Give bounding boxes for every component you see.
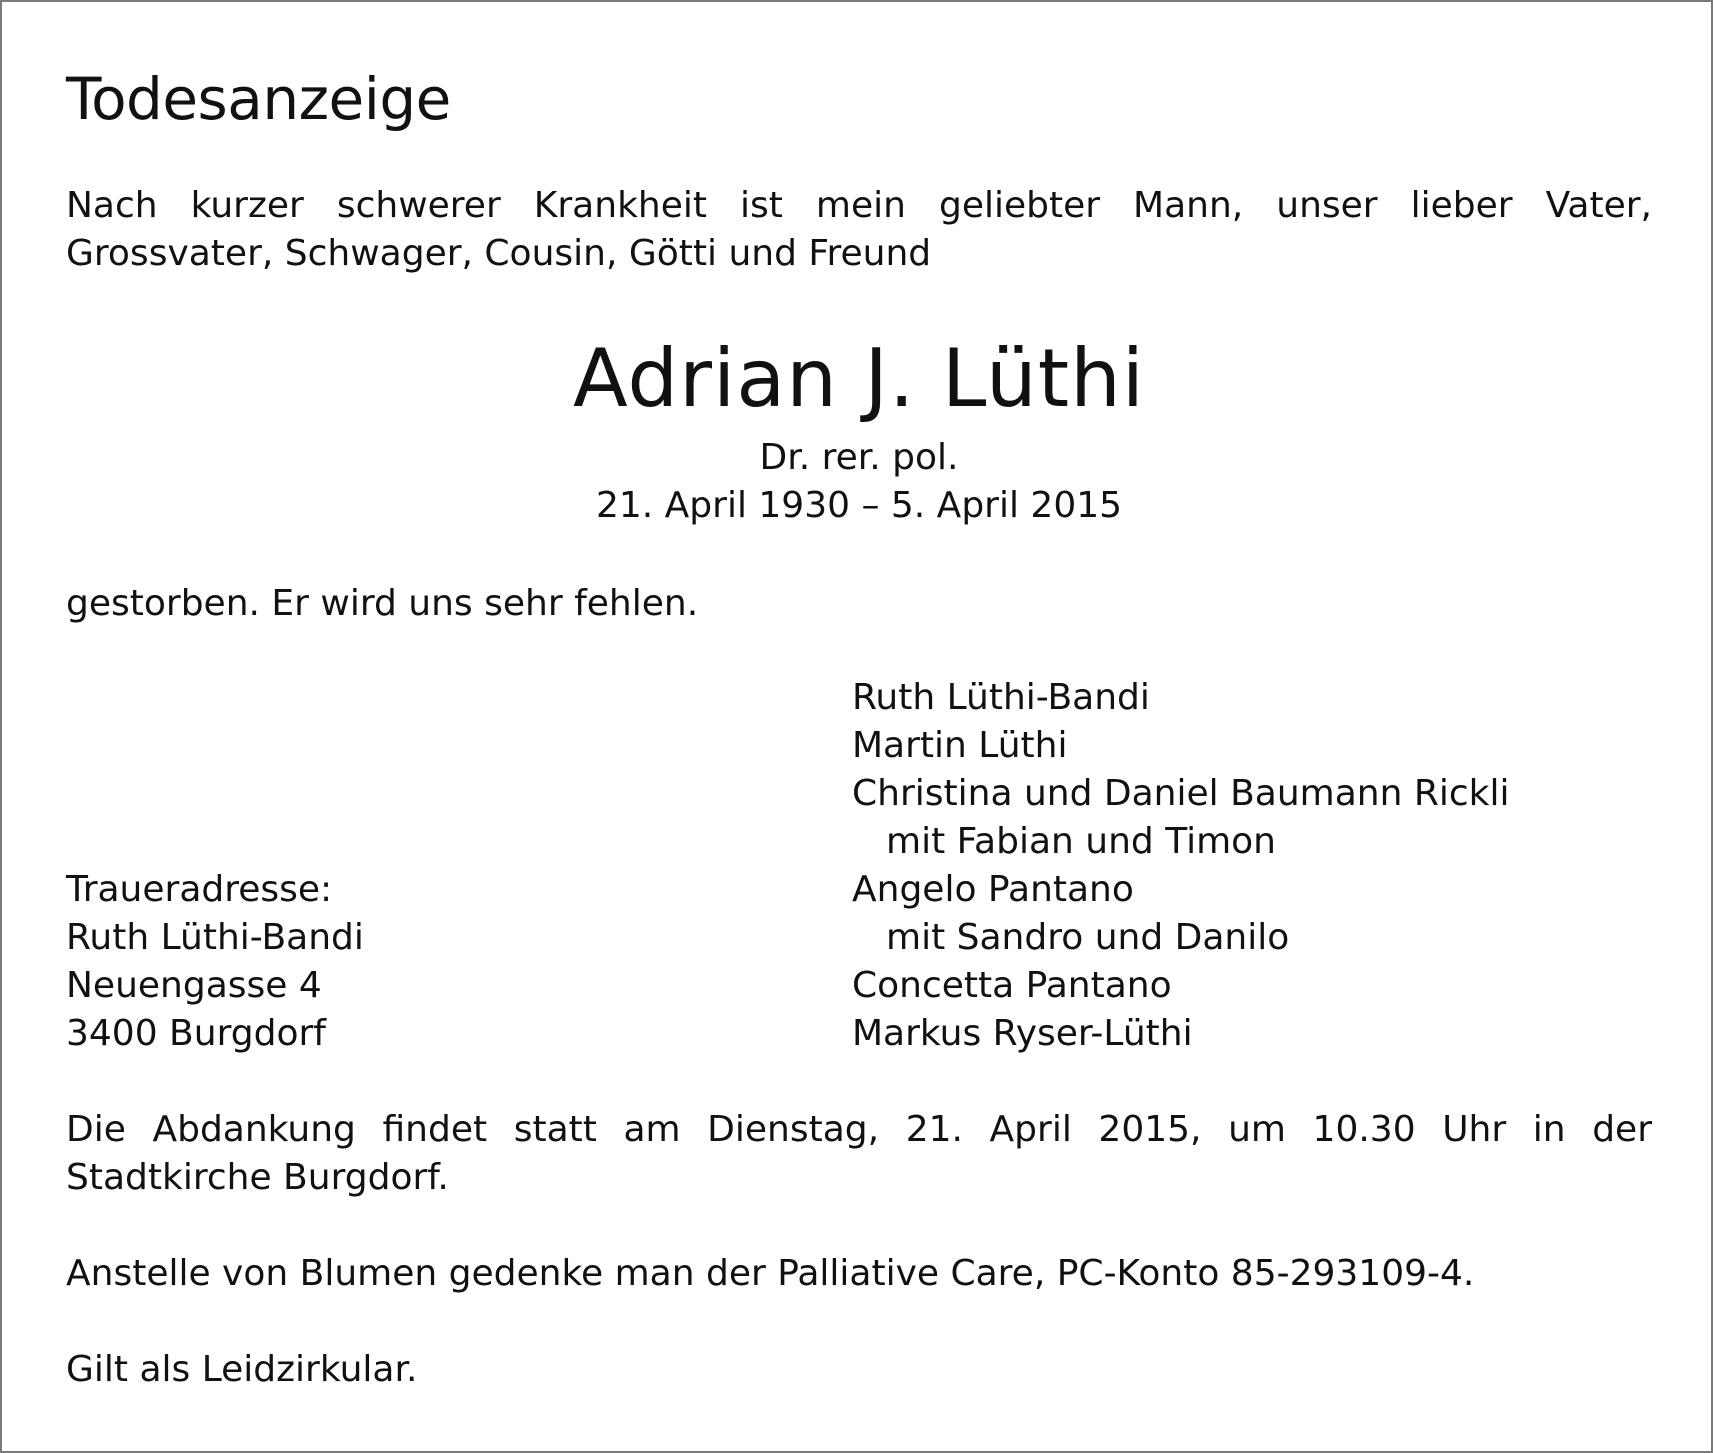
page-title: Todesanzeige — [66, 65, 451, 133]
address-street: Neuengasse 4 — [66, 965, 322, 1006]
mourner-item: mit Sandro und Danilo — [886, 917, 1290, 958]
address-name: Ruth Lüthi-Bandi — [66, 917, 364, 958]
deceased-title: Dr. rer. pol. — [759, 437, 959, 478]
mourning-address — [66, 866, 364, 1058]
mourners-list — [852, 674, 1510, 1058]
address-label: Traueradresse: — [66, 869, 333, 910]
service-info: Die Abdankung findet statt am Dienstag, 21. April 2015, um 10.30 Uhr in der Stadtkirche Burgdorf. — [66, 1109, 1652, 1198]
address-city: 3400 Burgdorf — [66, 1013, 326, 1054]
mourner-item: Markus Ryser-Lüthi — [852, 1013, 1193, 1054]
mourner-item: Christina und Daniel Baumann Rickli — [852, 773, 1510, 814]
mourner-item: mit Fabian und Timon — [886, 821, 1276, 862]
mourner-item: Ruth Lüthi-Bandi — [852, 677, 1150, 718]
mourner-item: Concetta Pantano — [852, 965, 1172, 1006]
mourner-item: Martin Lüthi — [852, 725, 1068, 766]
deceased-name: Adrian J. Lüthi — [573, 332, 1145, 425]
mourner-item: Angelo Pantano — [852, 869, 1134, 910]
intro-paragraph: Nach kurzer schwerer Krankheit ist mein geliebter Mann, unser lieber Vater, Grossvater, Schwager, Cousin, Götti und Freund — [66, 185, 1652, 274]
donation-info: Anstelle von Blumen gedenke man der Palliative Care, PC-Konto 85-293109-4. — [66, 1253, 1475, 1294]
circular-note: Gilt als Leidzirkular. — [66, 1349, 418, 1390]
closing-sentence: gestorben. Er wird uns sehr fehlen. — [66, 583, 699, 624]
deceased-dates: 21. April 1930 – 5. April 2015 — [595, 485, 1123, 526]
